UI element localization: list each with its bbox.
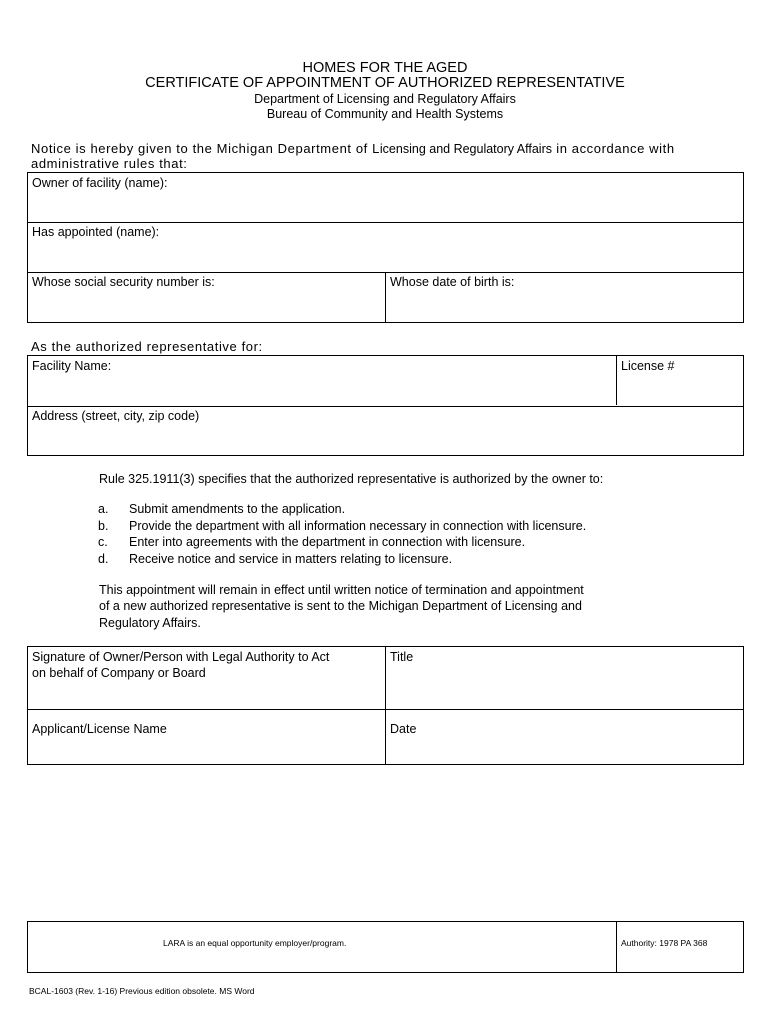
authority-citation: Authority: 1978 PA 368	[621, 938, 708, 948]
signature-table	[27, 646, 744, 765]
footer-box	[27, 921, 744, 973]
list-item: a. Submit amendments to the application.	[98, 502, 346, 516]
appointment-text-line1: This appointment will remain in effect until written notice of termination and appointment	[99, 583, 584, 597]
list-item: b. Provide the department with all information necessary in connection with licensure.	[98, 518, 587, 533]
rule-text: Rule 325.1911(3) specifies that the authorized representative is authorized by the owner to:	[99, 472, 604, 486]
department-name: Department of Licensing and Regulatory Affairs	[254, 92, 516, 106]
form-subtitle: CERTIFICATE OF APPOINTMENT OF AUTHORIZED REPRESENTATIVE	[145, 75, 625, 91]
title-label: Title	[390, 650, 414, 664]
appointed-name-label: Has appointed (name):	[32, 225, 160, 239]
authority-list	[98, 502, 698, 568]
list-item: d. Receive notice and service in matters relating to licensure.	[98, 551, 453, 566]
representative-heading: As the authorized representative for:	[31, 339, 263, 354]
bureau-name: Bureau of Community and Health Systems	[266, 107, 504, 121]
license-number-label: License #	[621, 359, 675, 373]
form-identifier: BCAL-1603 (Rev. 1-16) Previous edition obsolete. MS Word	[29, 986, 255, 996]
facility-table	[27, 355, 744, 456]
dob-label: Whose date of birth is:	[390, 275, 515, 289]
facility-name-label: Facility Name:	[32, 359, 112, 373]
notice-text-line2: administrative rules that:	[31, 156, 188, 171]
owner-name-label: Owner of facility (name):	[32, 176, 168, 190]
date-label: Date	[390, 722, 417, 736]
form-title: HOMES FOR THE AGED	[302, 60, 468, 76]
ssn-label: Whose social security number is:	[32, 275, 215, 289]
applicant-name-label: Applicant/License Name	[32, 722, 167, 736]
owner-table	[27, 172, 744, 323]
appointment-text-line2: of a new authorized representative is sent to the Michigan Department of Licensing and	[99, 599, 582, 613]
address-label: Address (street, city, zip code)	[32, 409, 200, 423]
eeo-statement: LARA is an equal opportunity employer/program.	[163, 938, 347, 948]
list-item: c. Enter into agreements with the department in connection with licensure.	[98, 535, 526, 549]
notice-text: Notice is hereby given to the Michigan Department of Licensing and Regulatory Affairs in accordance with	[31, 141, 675, 156]
signature-label: Signature of Owner/Person with Legal Authority to Act on behalf of Company or Board	[32, 650, 330, 680]
appointment-text-line3: Regulatory Affairs.	[99, 616, 201, 630]
